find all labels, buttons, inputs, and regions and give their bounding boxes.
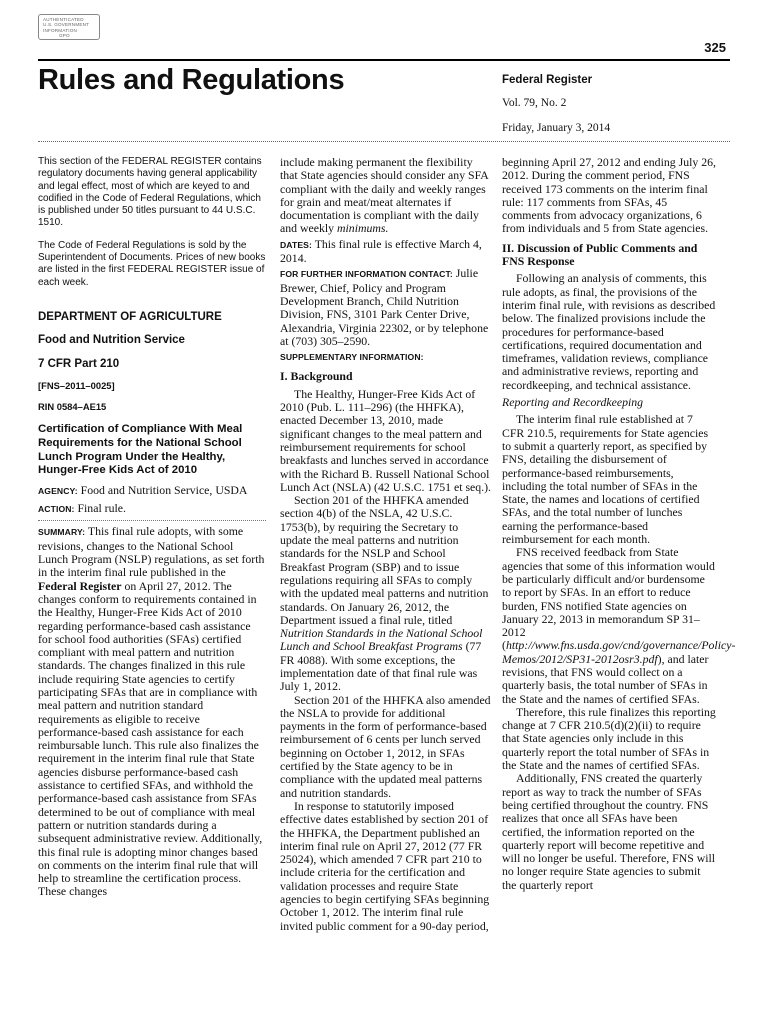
seal-line: U.S. GOVERNMENT: [43, 22, 90, 28]
dates-text: This final rule is effective March 4, 2014.: [280, 236, 482, 266]
summary-paragraph: [38, 525, 266, 898]
column-1: [38, 156, 266, 899]
seal-line: GPO: [59, 33, 70, 39]
background-continued: beginning April 27, 2012 and ending July 26, 2012. During the comment period, FNS received 173 comments on the interim final rule: 117 comments from SFAs, 45 comments from advocacy organizations, 6 from individuals and 5 from State agencies.: [502, 155, 716, 236]
publication-name: Federal Register: [502, 74, 593, 86]
action-text: Final rule.: [77, 501, 126, 516]
subsection-heading: Reporting and Recordkeeping: [502, 395, 644, 410]
reporting-text: FNS received feedback from State agencies that some of this information would be particularly difficult and/or burdensome to report by SFAs. In an effort to reduce burden, FNS notified State agencies on January 22, 2013 in memorandum SP 31–2012 (: [502, 545, 715, 653]
background-paragraph: The Healthy, Hunger-Free Kids Act of 2010 (Pub. L. 111–296) (the HHFKA), enacted December 13, 2010, made significant changes to the meal pattern and reimbursement requirements for school breakfasts and lunches served in accordance with the Richard B. Russell National School Lunch Act (NSLA) (42 U.S.C. 1751 et seq.).: [280, 386, 492, 494]
reporting-paragraph: Additionally, FNS created the quarterly report as way to track the number of SFAs being certified throughout the country. FNS realizes that once all SFAs have been certified, the information reported on the quarterly report will become repetitive and will no longer be useful. Therefore, FNS will no longer require State agencies to submit the quarterly report: [502, 771, 716, 892]
action-label: ACTION:: [38, 504, 75, 515]
contact-text: Julie Brewer, Chief, Policy and Program Development Branch, Child Nutrition Division, FNS, 3101 Park Center Drive, Alexandria, Virginia 22302, or by telephone at (703) 305–2590.: [280, 266, 489, 348]
agency-text: Food and Nutrition Service, USDA: [80, 482, 248, 497]
discussion-heading: II. Discussion of Public Comments and FNS Response: [502, 240, 698, 269]
rin-number: RIN 0584–AE15: [38, 401, 107, 413]
contact-line: [280, 267, 492, 348]
reporting-paragraph: Therefore, this rule finalizes this reporting change at 7 CFR 210.5(d)(2)(ii) to require that State agencies only include in this quarterly report the total number of SFAs in the State and the names of certified SFAs.: [502, 704, 716, 773]
column-3: [502, 155, 736, 892]
document-title: Certification of Compliance With Meal Requirements for the National School Lunch Program Under the Healthy, Hunger-Free Kids Act of 2010: [38, 423, 243, 477]
volume-number: Vol. 79, No. 2: [502, 97, 567, 109]
agency-line: [38, 484, 266, 498]
reporting-paragraph: The interim final rule established at 7 CFR 210.5, requirements for State agencies to submit a quarterly report, as specified by FNS, detailing the disbursement of performance-based reimbursements, including the total number of SFAs in the State, the names and locations of certified SFAs, and the total number of lunches earning the performance-based reimbursement for each month.: [502, 412, 709, 547]
dates-label: DATES:: [280, 239, 312, 250]
register-notice: This section of the FEDERAL REGISTER contains regulatory documents having general applicability and legal effect, most of which are keyed to and codified in the Code of Federal Regulations, which is published under 50 titles pursuant to 44 U.S.C. 1510.: [38, 156, 262, 229]
gpo-authentication-seal: [38, 14, 100, 40]
reporting-text: ), and later revisions, that FNS would collect on a quarterly basis, the total number of SFAs in the State and the names of certified SFAs.: [502, 651, 709, 706]
supplementary-line: [280, 350, 492, 364]
section-title: Rules and Regulations: [38, 64, 345, 96]
header-rule: [38, 59, 730, 61]
summary-text-a: This final rule adopts, with some revisions, changes to the National School Lunch Program (NSLP) regulations, as set forth in the interim final rule published in the: [38, 524, 265, 580]
background-paragraph: Section 201 of the HHFKA also amended the NSLA to provide for additional payments in the form of performance-based reimbursement of 6 cents per lunch served beginning on October 1, 2012, in SFAs certified by the State agency to be in compliance with the updated meal patterns and nutrition standards.: [280, 692, 491, 800]
header-divider: [38, 141, 730, 142]
subagency-name: Food and Nutrition Service: [38, 334, 185, 347]
supplementary-label: SUPPLEMENTARY INFORMATION:: [280, 352, 424, 363]
docket-number: [FNS–2011–0025]: [38, 379, 115, 391]
rule-title-italic: Nutrition Standards in the National School Lunch and School Breakfast Programs: [280, 626, 483, 654]
page-number: 325: [704, 40, 726, 55]
section-divider: [38, 520, 266, 521]
cfr-part: 7 CFR Part 210: [38, 357, 120, 370]
issue-date: Friday, January 3, 2014: [502, 122, 611, 134]
summary-continued: [280, 156, 492, 236]
column-2: [280, 156, 492, 933]
discussion-paragraph: Following an analysis of comments, this rule adopts, as final, the provisions of the interim final rule, with revisions as described below. The finalized provisions include the procedures for performance-based certifications, required documentation and timeframes, validation reviews, compliance and administrative reviews, reporting and recordkeeping, and technical assistance.: [502, 271, 716, 392]
agency-name: DEPARTMENT OF AGRICULTURE: [38, 310, 222, 323]
memo-url-link[interactable]: http://www.fns.usda.gov/cnd/governance/Policy-Memos/2012/SP31-2012osr3.pdf: [502, 638, 736, 666]
action-line: [38, 502, 266, 516]
dates-line: [280, 238, 492, 266]
contact-label: FOR FURTHER INFORMATION CONTACT:: [280, 269, 453, 280]
reporting-paragraph: [502, 545, 736, 706]
background-paragraph: [280, 494, 492, 693]
background-text: (77 FR 4088). With some exceptions, the implementation date of that final rule was July 1, 2012.: [280, 639, 482, 694]
background-text: Section 201 of the HHFKA amended section 4(b) of the NSLA, 42 U.S.C. 1753(b), by requiring the Secretary to update the meal patterns and nutrition standards for the NSLP and School Breakfast Program (SBP) and to issue regulations requiring all SFAs to comply with the updated meal patterns and nutrition standards. On January 26, 2012, the Department issued a final rule, titled: [280, 493, 489, 627]
agency-label: AGENCY:: [38, 485, 78, 496]
summary-continued-italic: minimums.: [337, 221, 389, 236]
seal-line: AUTHENTICATED: [43, 17, 84, 22]
cfr-notice: The Code of Federal Regulations is sold by the Superintendent of Documents. Prices of new books are listed in the first FEDERAL REGISTER issue of each week.: [38, 239, 266, 288]
summary-label: SUMMARY:: [38, 527, 86, 538]
publication-info: [502, 74, 610, 134]
background-heading: I. Background: [280, 369, 353, 384]
summary-text-b: on April 27, 2012. The changes conform to requirements contained in the Healthy, Hunger-Free Kids Act of 2010 regarding performance-based cash assistance for school food authorities (SFAs) certified compliant with meal pattern and nutrition standards. The changes finalized in this rule include requiring State agencies to certify participating SFAs that are in compliance with meal pattern and nutrition standard requirements as eligible to receive performance-based cash assistance for each reimbursable lunch. This rule also finalizes the requirement in the interim final rule that State agencies disburse performance-based cash assistance to certified SFAs, and withhold the performance-based cash assistance from SFAs determined to be out of compliance with meal pattern or nutrition standards during a subsequent administrative review. Additionally, this final rule is adopting minor changes based on comments on the interim final rule that will help to streamline the certification process. These changes: [38, 578, 263, 899]
summary-continued-text: include making permanent the flexibility that State agencies should consider any SFA compliant with the daily and weekly ranges for grain and meat/meat alternates if documentation is compliant with the daily and weekly: [280, 155, 489, 236]
seal-line: INFORMATION: [43, 27, 78, 33]
background-paragraph: In response to statutorily imposed effective dates established by section 201 of the HHFKA, the Department published an interim final rule on April 27, 2012 (77 FR 25024), which amended 7 CFR part 210 to include criteria for the certification and validation processes and require State agencies to begin certifying SFAs beginning October 1, 2012. The interim final rule invited public comment for a 90-day period,: [280, 798, 490, 933]
federal-register-ref: Federal Register: [38, 578, 122, 593]
